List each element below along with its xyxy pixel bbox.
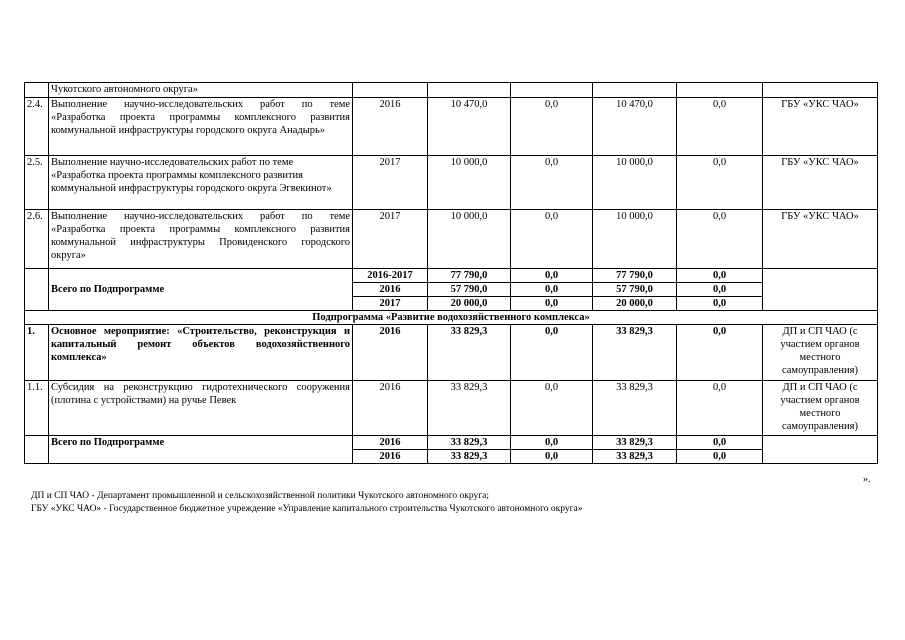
- row-number: 2.4.: [25, 98, 49, 156]
- value-cell: 0,0: [677, 98, 763, 156]
- value-cell: 33 829,3: [593, 436, 677, 450]
- footnotes: [31, 490, 871, 516]
- year-cell: 2017: [353, 210, 428, 269]
- row-number: 1.1.: [25, 381, 49, 436]
- footnote: ГБУ «УКС ЧАО» - Государственное бюджетное учреждение «Управление капитального строительства Чукотского автономного округа»: [31, 504, 583, 514]
- total-cell: 57 790,0: [428, 283, 511, 297]
- executor-cell: ГБУ «УКС ЧАО»: [763, 156, 878, 210]
- value-cell: 0,0: [511, 297, 593, 311]
- year-cell: 2016: [353, 325, 428, 381]
- total-label: Всего по Подпрограмме: [49, 436, 353, 464]
- total-row: [25, 436, 878, 450]
- value-cell: 0,0: [677, 283, 763, 297]
- value-cell: 0,0: [511, 98, 593, 156]
- row-text: Чукотского автономного округа»: [49, 83, 353, 98]
- value-cell: 77 790,0: [593, 269, 677, 283]
- row-text: Выполнение научно-исследовательских работ по теме «Разработка проекта программы комплексного развития коммунальной инфраструктуры городского округа Анадырь»: [49, 98, 353, 156]
- value-cell: 0,0: [511, 283, 593, 297]
- value-cell: 20 000,0: [593, 297, 677, 311]
- year-cell: 2017: [353, 156, 428, 210]
- year-cell: 2016: [353, 283, 428, 297]
- value-cell: 0,0: [511, 325, 593, 381]
- value-cell: 0,0: [677, 436, 763, 450]
- executor-cell: ГБУ «УКС ЧАО»: [763, 98, 878, 156]
- row-text: Субсидия на реконструкцию гидротехнического сооружения (плотина с устройствами) на ручье Певек: [49, 381, 353, 436]
- executor-cell: ДП и СП ЧАО (с участием органов местного самоуправления): [763, 381, 878, 436]
- value-cell: 33 829,3: [593, 381, 677, 436]
- value-cell: 0,0: [677, 450, 763, 464]
- value-cell: 57 790,0: [593, 283, 677, 297]
- subprogram-row: [25, 311, 878, 325]
- total-row: [25, 269, 878, 283]
- year-cell: 2017: [353, 297, 428, 311]
- table-row: [25, 210, 878, 269]
- row-text: Выполнение научно-исследовательских работ по теме «Разработка проекта программы комплексного развития коммунальной инфраструктуры городского округа Эгвекинот»: [49, 156, 353, 210]
- value-cell: 0,0: [677, 297, 763, 311]
- total-cell: 77 790,0: [428, 269, 511, 283]
- budget-table: [24, 82, 878, 464]
- row-text: Основное мероприятие: «Строительство, реконструкция и капитальный ремонт объектов водохозяйственного комплекса»: [49, 325, 353, 381]
- executor-cell: ДП и СП ЧАО (с участием органов местного самоуправления): [763, 325, 878, 381]
- value-cell: 33 829,3: [593, 450, 677, 464]
- row-text: Выполнение научно-исследовательских работ по теме «Разработка проекта программы комплексного развития коммунальной инфраструктуры Провиденского городского округа»: [49, 210, 353, 269]
- footnote: ДП и СП ЧАО - Департамент промышленной и сельскохозяйственной политики Чукотского автономного округа;: [31, 491, 489, 501]
- value-cell: 0,0: [511, 156, 593, 210]
- value-cell: 0,0: [511, 381, 593, 436]
- total-cell: 33 829,3: [428, 436, 511, 450]
- row-number: 2.5.: [25, 156, 49, 210]
- year-cell: 2016: [353, 436, 428, 450]
- value-cell: 0,0: [511, 210, 593, 269]
- total-cell: 33 829,3: [428, 450, 511, 464]
- total-cell: 10 000,0: [428, 156, 511, 210]
- value-cell: 10 000,0: [593, 156, 677, 210]
- executor-cell: ГБУ «УКС ЧАО»: [763, 210, 878, 269]
- value-cell: 0,0: [511, 269, 593, 283]
- year-cell: 2016: [353, 450, 428, 464]
- value-cell: 0,0: [511, 436, 593, 450]
- subprogram-title: Подпрограмма «Развитие водохозяйственного комплекса»: [25, 311, 878, 325]
- total-label: Всего по Подпрограмме: [49, 269, 353, 311]
- row-number: 2.6.: [25, 210, 49, 269]
- value-cell: 10 470,0: [593, 98, 677, 156]
- total-cell: 10 000,0: [428, 210, 511, 269]
- value-cell: 10 000,0: [593, 210, 677, 269]
- year-cell: 2016-2017: [353, 269, 428, 283]
- table-row: [25, 98, 878, 156]
- table-row: [25, 83, 878, 98]
- row-number: 1.: [25, 325, 49, 381]
- closing-quote: ».: [863, 474, 871, 485]
- total-cell: 33 829,3: [428, 381, 511, 436]
- value-cell: 33 829,3: [593, 325, 677, 381]
- table-row: [25, 381, 878, 436]
- value-cell: 0,0: [677, 210, 763, 269]
- year-cell: 2016: [353, 381, 428, 436]
- value-cell: 0,0: [677, 381, 763, 436]
- row-number: [25, 83, 49, 98]
- value-cell: 0,0: [677, 325, 763, 381]
- total-cell: 33 829,3: [428, 325, 511, 381]
- total-cell: 20 000,0: [428, 297, 511, 311]
- value-cell: 0,0: [677, 269, 763, 283]
- value-cell: 0,0: [677, 156, 763, 210]
- year-cell: 2016: [353, 98, 428, 156]
- total-cell: 10 470,0: [428, 98, 511, 156]
- value-cell: 0,0: [511, 450, 593, 464]
- table-row: [25, 156, 878, 210]
- table-row: [25, 325, 878, 381]
